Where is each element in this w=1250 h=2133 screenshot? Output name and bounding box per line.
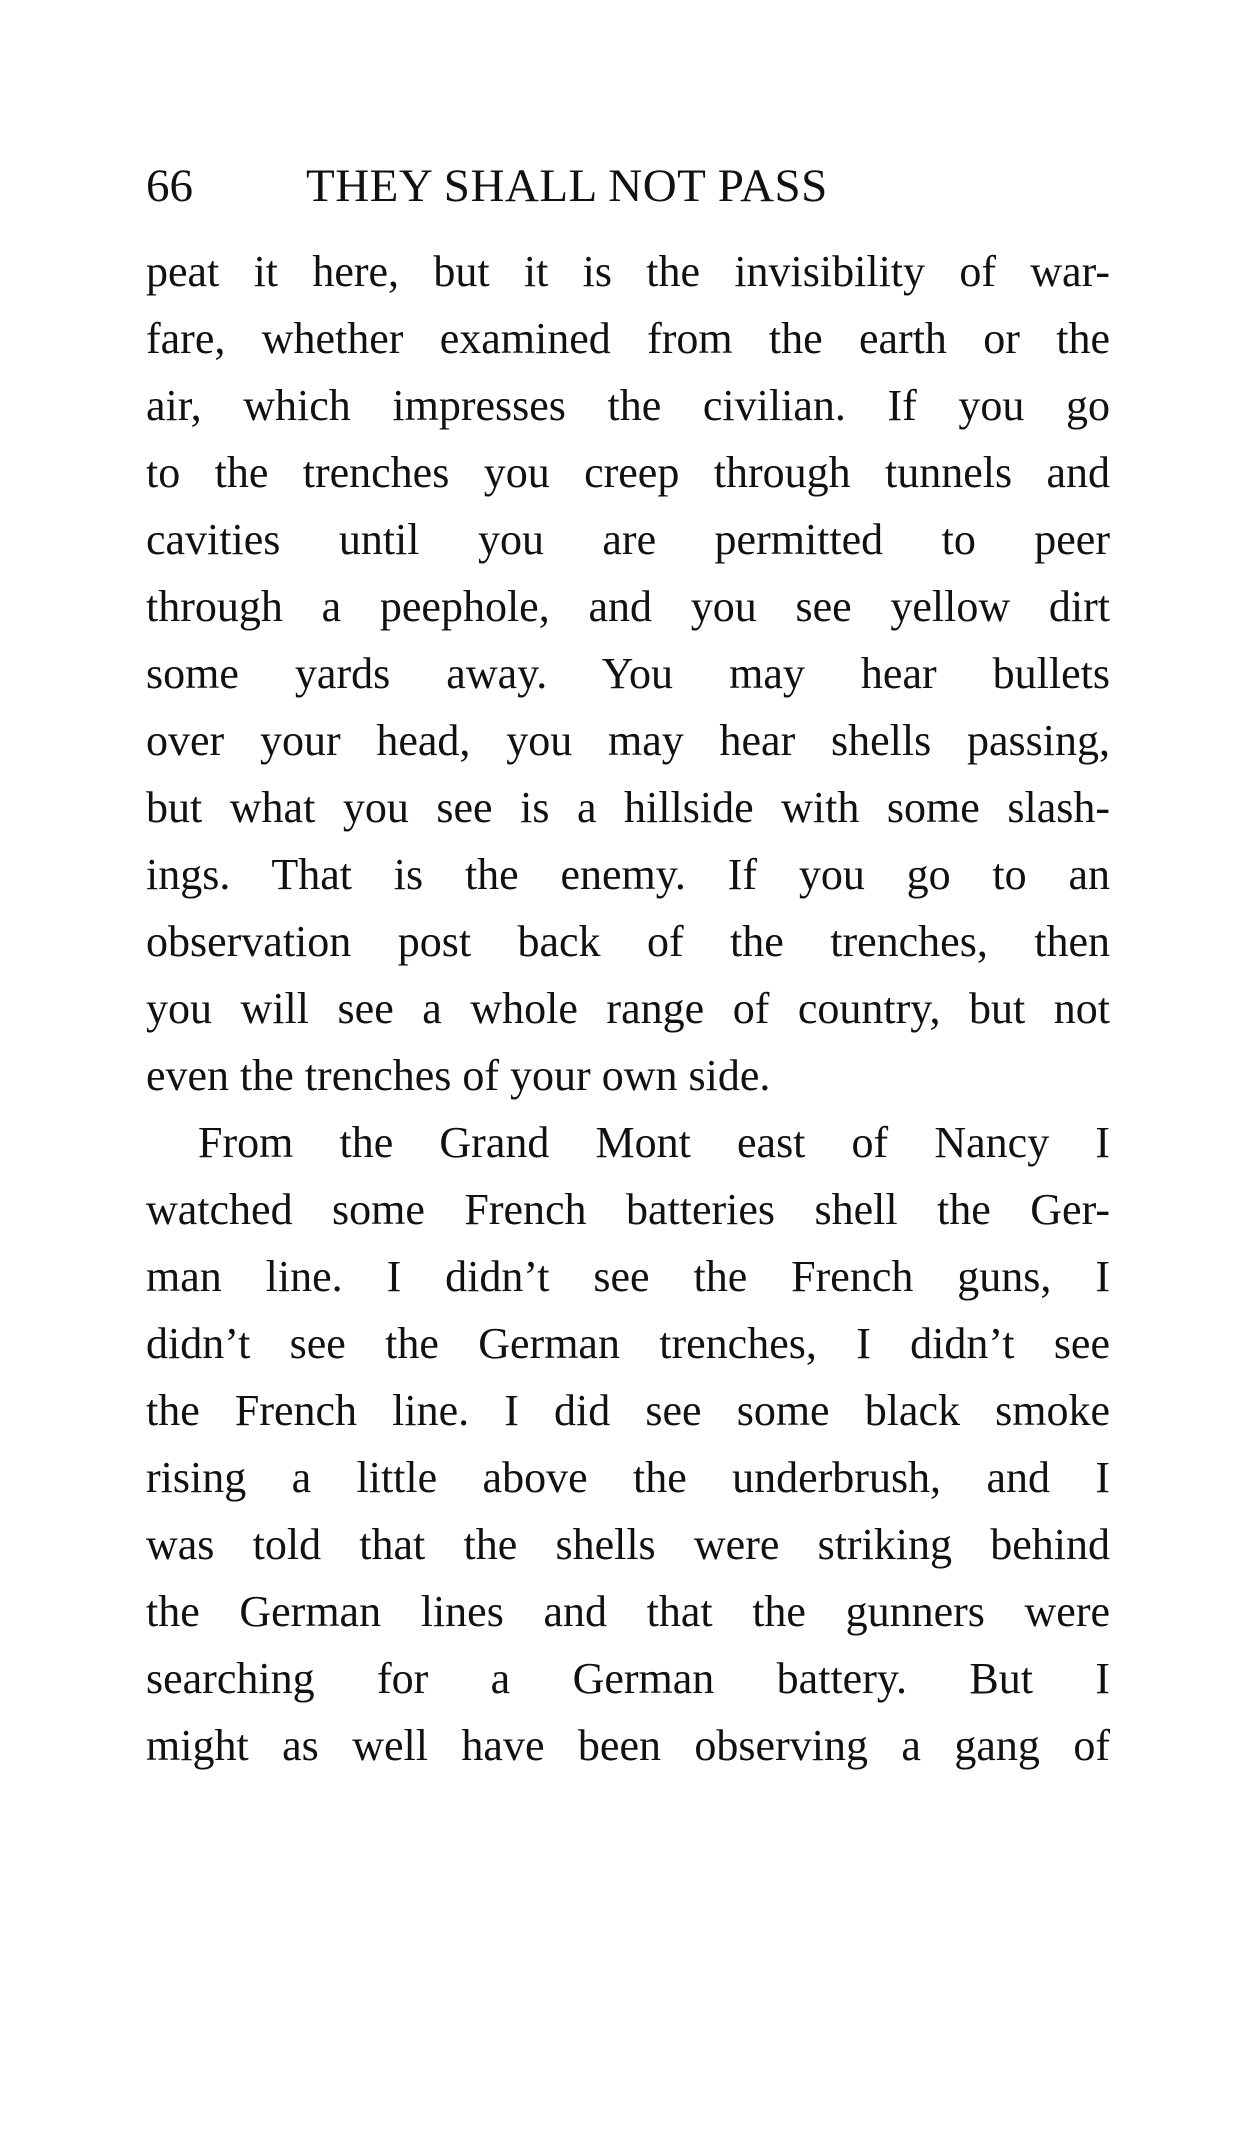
text-line: searching for a German battery. But I (146, 1654, 1110, 1703)
text-line: man line. I didn’t see the French guns, I (146, 1252, 1110, 1301)
text-line: From the Grand Mont east of Nancy I (198, 1118, 1110, 1167)
body-text (146, 238, 1110, 1779)
text-line: cavities until you are permitted to peer (146, 515, 1110, 564)
text-line: but what you see is a hillside with some slash- (146, 783, 1110, 832)
running-title: THEY SHALL NOT PASS (306, 160, 828, 212)
text-line: air, which impresses the civilian. If you go (146, 381, 1110, 430)
text-line: was told that the shells were striking behind (146, 1520, 1110, 1569)
page-number: 66 (146, 160, 193, 212)
text-line: the German lines and that the gunners were (146, 1587, 1110, 1636)
text-line: even the trenches of your own side. (146, 1051, 771, 1100)
text-line: rising a little above the underbrush, and I (146, 1453, 1110, 1502)
text-line: might as well have been observing a gang of (146, 1721, 1110, 1770)
text-line: ings. That is the enemy. If you go to an (146, 850, 1110, 899)
running-head (146, 156, 1106, 216)
text-line: the French line. I did see some black smoke (146, 1386, 1110, 1435)
text-line: through a peephole, and you see yellow dirt (146, 582, 1110, 631)
text-line: fare, whether examined from the earth or the (146, 314, 1110, 363)
text-line: over your head, you may hear shells passing, (146, 716, 1110, 765)
text-line: you will see a whole range of country, but not (146, 984, 1110, 1033)
text-line: some yards away. You may hear bullets (146, 649, 1110, 698)
text-line: watched some French batteries shell the Ger- (146, 1185, 1110, 1234)
text-line: didn’t see the German trenches, I didn’t see (146, 1319, 1110, 1368)
text-line: observation post back of the trenches, then (146, 917, 1110, 966)
text-line: peat it here, but it is the invisibility of war- (146, 247, 1110, 296)
text-line: to the trenches you creep through tunnels and (146, 448, 1110, 497)
